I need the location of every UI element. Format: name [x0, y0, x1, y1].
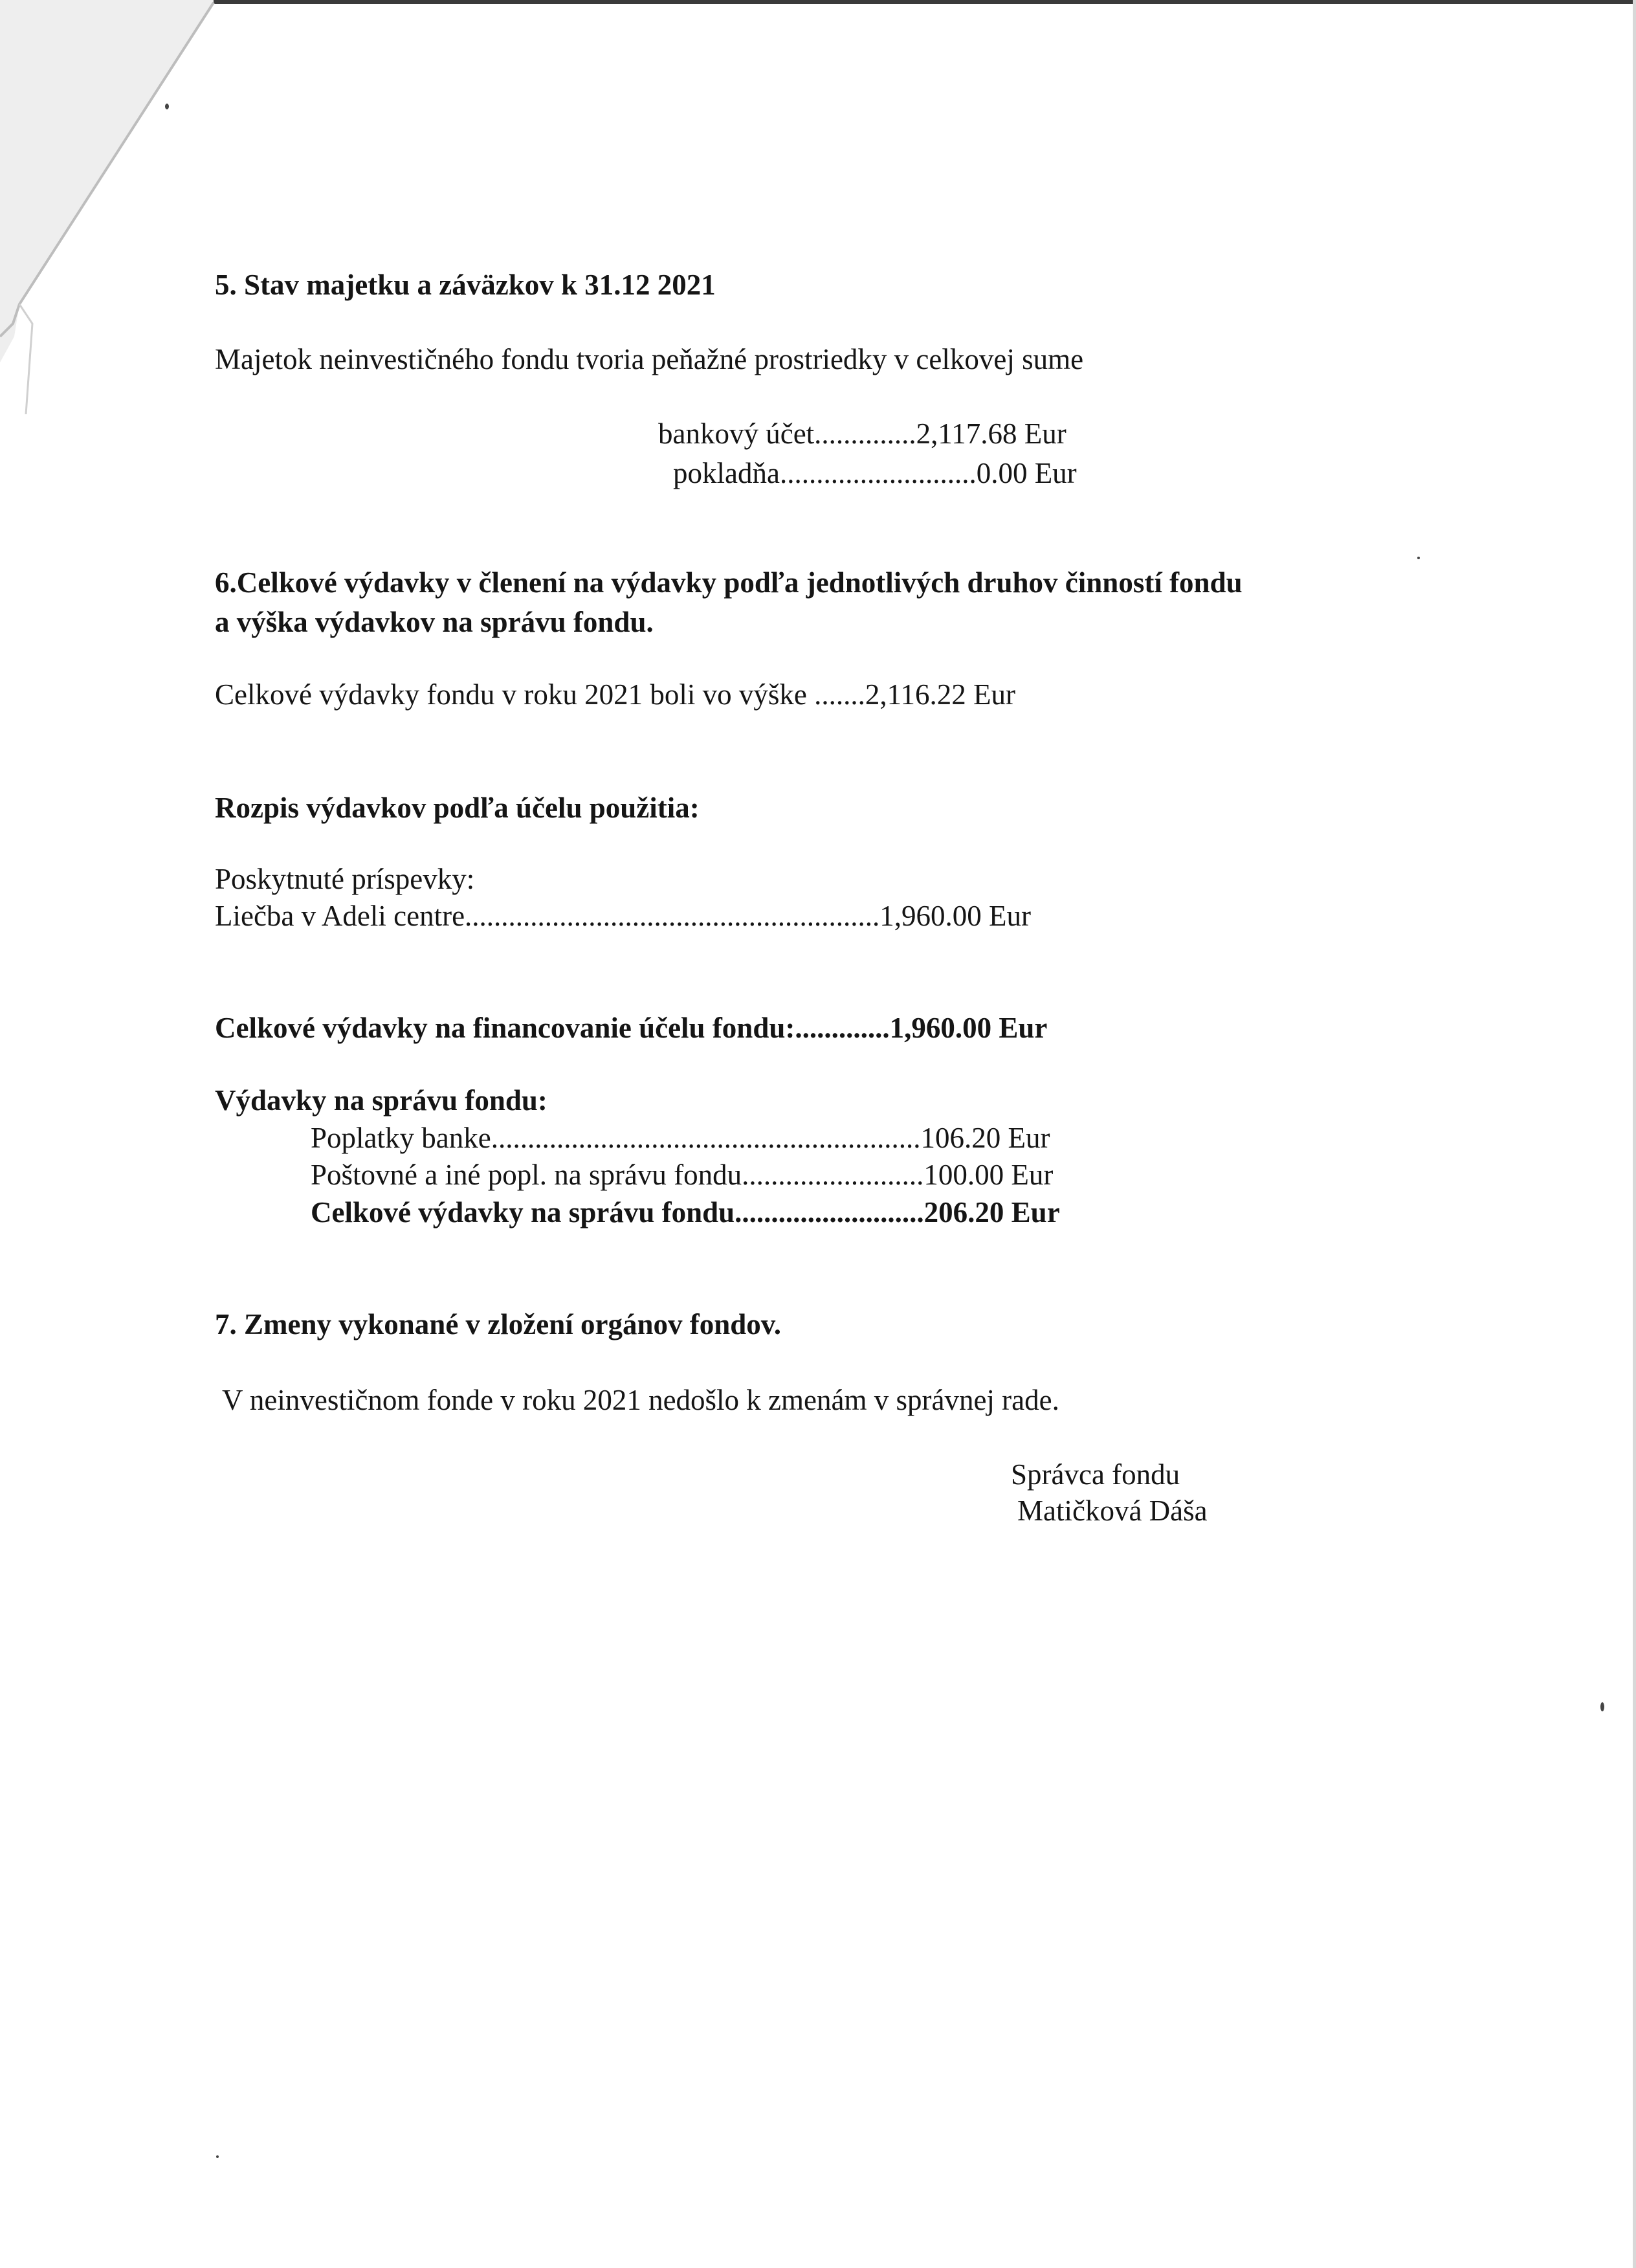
scan-speck: [216, 2155, 219, 2158]
breakdown-heading: Rozpis výdavkov podľa účelu použitia:: [215, 792, 700, 824]
scan-right-edge: [1633, 0, 1636, 2268]
scan-speck: [1417, 557, 1420, 559]
purpose-total-line: Celkové výdavky na financovanie účelu fondu:.............1,960.00 Eur: [215, 1012, 1048, 1044]
scan-speck: [165, 104, 169, 109]
section-7-text: V neinvestičnom fonde v roku 2021 nedošlo k zmenám v správnej rade.: [222, 1384, 1059, 1416]
section-5-intro: Majetok neinvestičného fondu tvoria peňažné prostriedky v celkovej sume: [215, 343, 1084, 375]
section-6-heading-line-2: a výška výdavkov na správu fondu.: [215, 606, 654, 638]
section-7-heading: 7. Zmeny vykonané v zložení orgánov fondov.: [215, 1308, 782, 1340]
bank-account-line: bankový účet..............2,117.68 Eur: [658, 417, 1067, 450]
section-6-heading-line-1: 6.Celkové výdavky v členení na výdavky podľa jednotlivých druhov činností fondu: [215, 566, 1243, 599]
treatment-line: Liečba v Adeli centre.........................................................1,960.00 Eur: [215, 900, 1032, 932]
scan-top-edge: [214, 0, 1636, 4]
signature-role: Správca fondu: [1011, 1458, 1180, 1491]
signature-name: Matičková Dáša: [1017, 1495, 1208, 1527]
scan-speck: [1600, 1702, 1604, 1711]
contributions-label: Poskytnuté príspevky:: [215, 863, 475, 895]
section-5-heading: 5. Stav majetku a záväzkov k 31.12 2021: [215, 269, 716, 301]
folded-corner-shadow: [0, 0, 233, 414]
postage-line: Poštovné a iné popl. na správu fondu.........................100.00 Eur: [311, 1159, 1054, 1191]
bank-fees-line: Poplatky banke...........................................................106.20 Eur: [311, 1122, 1050, 1154]
admin-total-line: Celkové výdavky na správu fondu..........................206.20 Eur: [311, 1196, 1060, 1228]
cash-line: pokladňa...........................0.00 Eur: [673, 457, 1077, 489]
total-expenses-line: Celkové výdavky fondu v roku 2021 boli vo výške .......2,116.22 Eur: [215, 678, 1015, 711]
admin-expenses-heading: Výdavky na správu fondu:: [215, 1084, 547, 1117]
